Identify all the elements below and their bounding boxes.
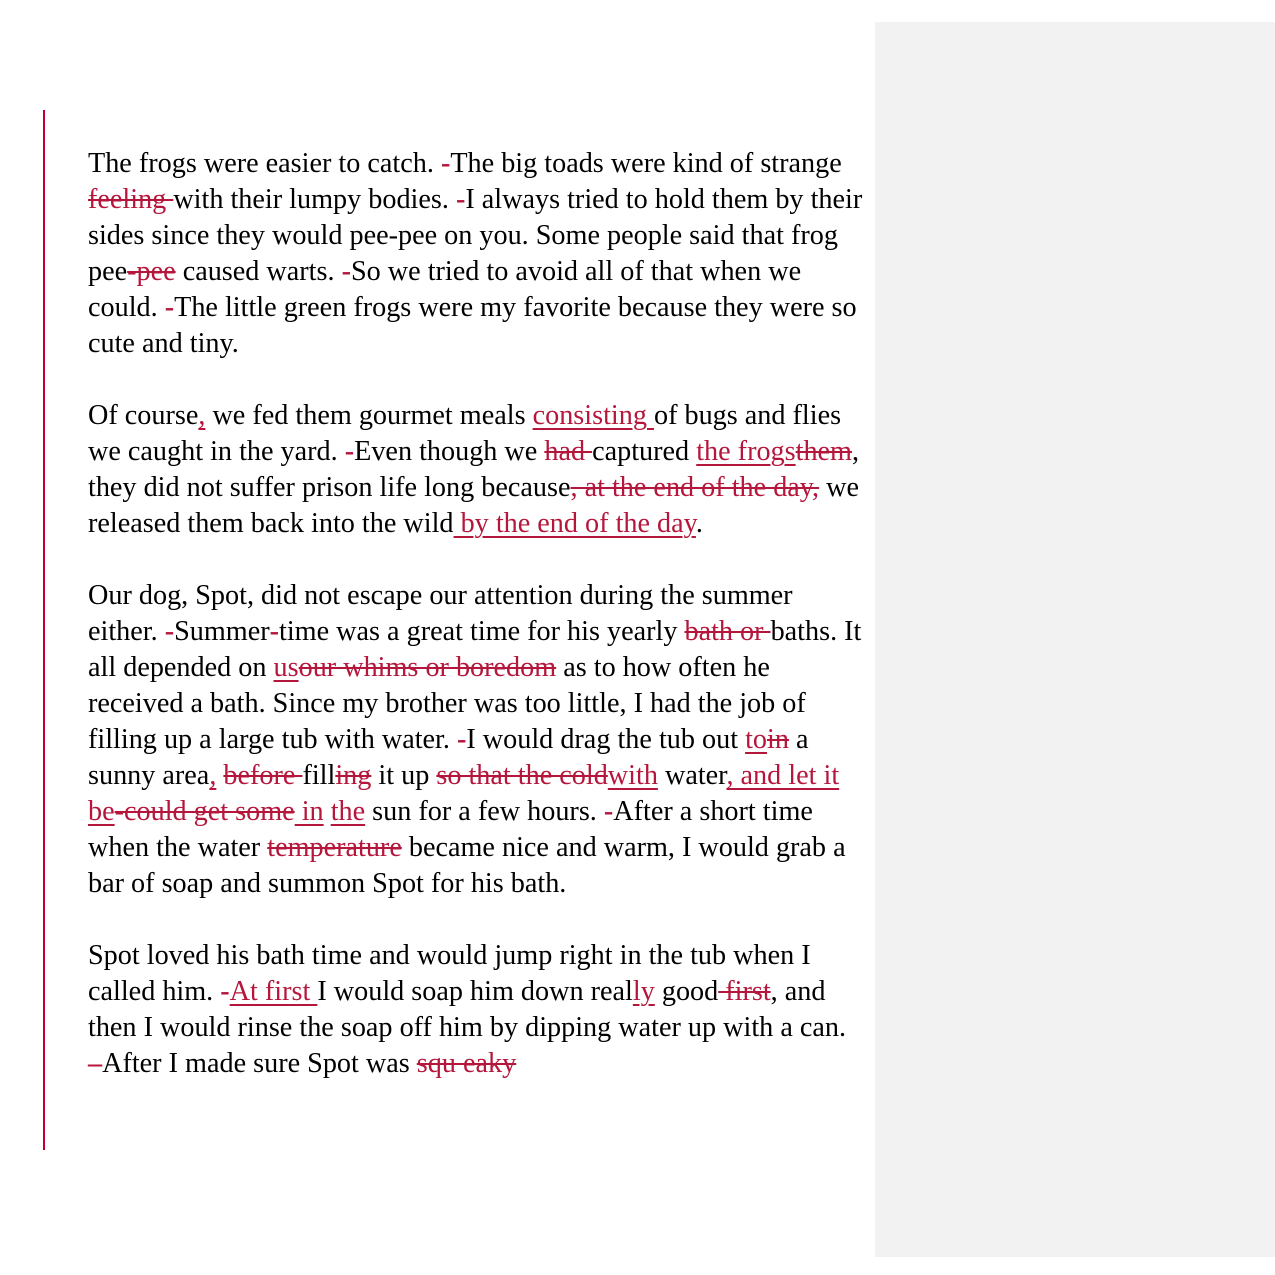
inserted-text: to [745, 724, 768, 755]
paragraph-frogs [88, 146, 863, 362]
deleted-text: , at the end of the day, [570, 472, 820, 503]
text-run: of bugs and flies we caught in the yard. [88, 400, 842, 467]
inserted-text: the [330, 796, 366, 827]
document-body[interactable] [88, 146, 863, 1082]
text-run: we released them back into the wild [88, 472, 860, 539]
inserted-text: the frogs [696, 436, 796, 467]
deleted-text: squ eaky [416, 1048, 517, 1079]
text-run: baths. It all depended on [88, 616, 862, 683]
deleted-text: in [767, 724, 789, 755]
text-run: Our dog, Spot, did not escape our attention during the summer either. [88, 580, 793, 647]
change-bar [43, 110, 45, 1150]
deletion-marker: - [269, 616, 280, 647]
text-run: good [654, 976, 719, 1007]
text-run: The little green frogs were my favorite because they were so cute and tiny. [88, 292, 857, 359]
inserted-text: in [294, 796, 324, 827]
inserted-text: , [198, 400, 206, 431]
paragraph-spot-loved [88, 938, 863, 1082]
text-run: I always tried to hold them by their sides since they would pee-pee on you. Some people said that frog pee [88, 184, 863, 287]
text-run: . [695, 508, 703, 539]
deletion-marker: - [440, 148, 451, 179]
deleted-text: before [223, 760, 303, 791]
text-run: became nice and warm, I would grab a bar of soap and summon Spot for his bath. [88, 832, 846, 899]
text-run: sun for a few hours. [365, 796, 604, 827]
text-run: , they did not suffer prison life long because [88, 436, 860, 503]
paragraph-feeding [88, 398, 863, 542]
text-run: with their lumpy bodies. [173, 184, 456, 215]
text-run: water [657, 760, 727, 791]
text-run: we fed them gourmet meals [205, 400, 533, 431]
deleted-text: first [718, 976, 771, 1007]
inserted-text: ly [632, 976, 655, 1007]
deletion-marker: - [220, 976, 230, 1007]
deleted-text: them [795, 436, 852, 467]
deleted-text: feeling [88, 184, 174, 215]
text-run: I would soap him down real [317, 976, 633, 1007]
deleted-text: had [544, 436, 593, 467]
inserted-text: by the end of the day [453, 508, 696, 539]
deleted-text: bath or [684, 616, 771, 647]
text-run: , and then I would rinse the soap off him by dipping water up with a can. [88, 976, 847, 1043]
inserted-text: us [273, 652, 299, 683]
comment-pane [875, 22, 1275, 1257]
deletion-marker: - [455, 184, 466, 215]
deleted-text: our whims or boredom [298, 652, 557, 683]
text-run: caused warts. [175, 256, 342, 287]
deleted-text: -pee [127, 256, 176, 287]
deletion-marker: - [164, 292, 175, 323]
text-run [324, 796, 331, 827]
inserted-text: , [209, 760, 217, 791]
inserted-text: At first [229, 976, 318, 1007]
deleted-text: temperature [267, 832, 402, 863]
text-run: fill [302, 760, 336, 791]
inserted-text: with [607, 760, 658, 791]
deletion-marker: – [88, 1048, 103, 1079]
deleted-text: so that the cold [436, 760, 608, 791]
text-run: After a short time when the water [88, 796, 813, 863]
deletion-marker: - [603, 796, 614, 827]
text-run: Spot loved his bath time and would jump right in the tub when I called him. [88, 940, 811, 1007]
text-run: So we tried to avoid all of that when we could. [88, 256, 802, 323]
text-run: Even though we [354, 436, 545, 467]
deleted-text: ing [335, 760, 372, 791]
text-run: captured [592, 436, 697, 467]
deleted-text: -could get some [114, 796, 295, 827]
deletion-marker: - [344, 436, 355, 467]
text-run: a sunny area [88, 724, 809, 791]
text-run: The big toads were kind of strange [450, 148, 842, 179]
deletion-marker: - [164, 616, 175, 647]
deletion-marker: - [341, 256, 351, 287]
text-run: After I made sure Spot was [102, 1048, 417, 1079]
text-run: I would drag the tub out [466, 724, 746, 755]
text-run: The frogs were easier to catch. [88, 148, 441, 179]
paragraph-spot-bath [88, 578, 863, 902]
text-run: as to how often he received a bath. Since my brother was too little, I had the job of filling up a large tub with water. [88, 652, 806, 755]
deletion-marker: - [456, 724, 467, 755]
inserted-text: consisting [532, 400, 654, 431]
text-run: time was a great time for his yearly [279, 616, 685, 647]
text-run: Summer [174, 616, 270, 647]
text-run: it up [371, 760, 437, 791]
inserted-text: , and let it be [88, 760, 840, 827]
text-run: Of course [88, 400, 199, 431]
